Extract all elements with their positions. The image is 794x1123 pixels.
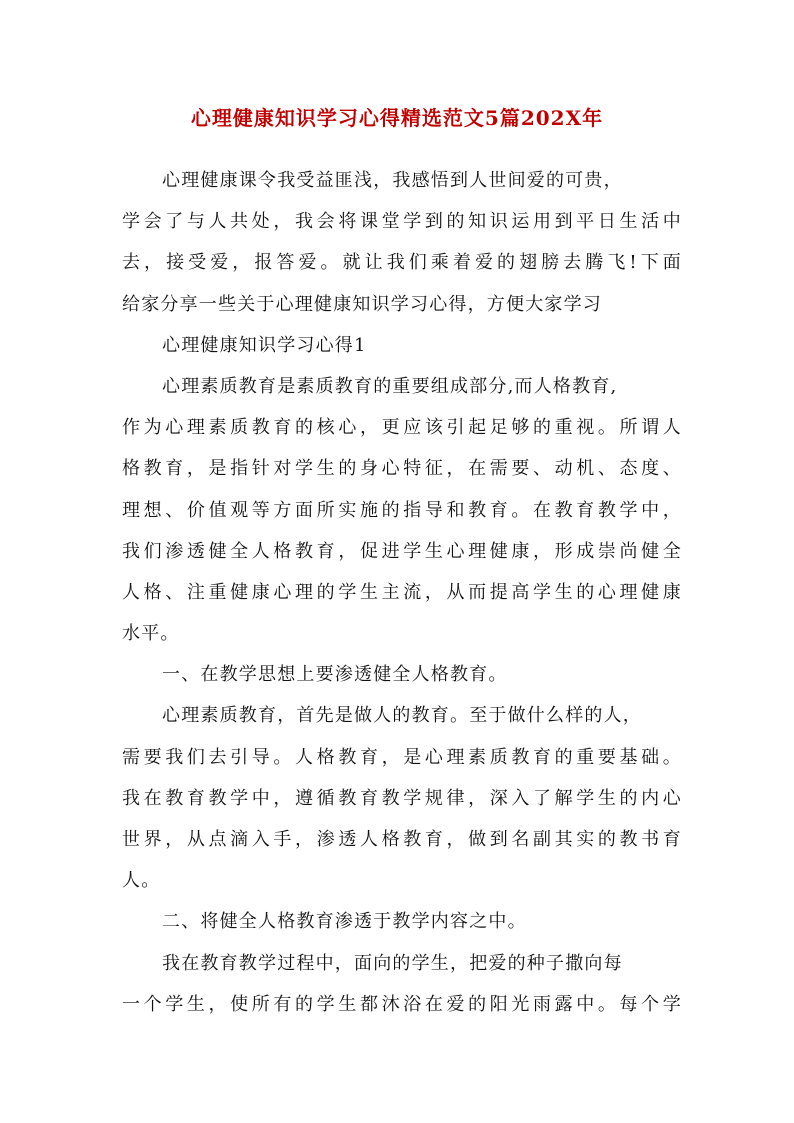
paragraph-line: 理想、价值观等方面所实施的指导和教育。在教育教学中， — [122, 499, 682, 521]
paragraph-line: 心理健康课令我受益匪浅，我感悟到人世间爱的可贵， — [162, 170, 623, 191]
paragraph-line: 作为心理素质教育的核心，更应该引起足够的重视。所谓人 — [122, 417, 682, 439]
section-heading: 二、将健全人格教育渗透于教学内容之中。 — [162, 911, 527, 933]
document-body — [122, 160, 682, 1025]
section-heading: 一、在教学思想上要渗透健全人格教育。 — [162, 664, 508, 686]
paragraph-line: 人。 — [122, 870, 161, 892]
paragraph-line: 需要我们去引导。人格教育，是心理素质教育的重要基础。 — [122, 746, 682, 768]
paragraph-line: 一个学生，使所有的学生都沐浴在爱的阳光雨露中。每个学 — [122, 993, 682, 1015]
paragraph-line: 给家分享一些关于心理健康知识学习心得，方便大家学习 — [122, 293, 602, 315]
paragraph-line: 我在教育教学中，遵循教育教学规律，深入了解学生的内心 — [122, 787, 682, 809]
section-heading: 心理健康知识学习心得1 — [162, 334, 367, 356]
paragraph-line: 人格、注重健康心理的学生主流，从而提高学生的心理健康 — [122, 581, 682, 603]
paragraph-line: 水平。 — [122, 623, 180, 645]
paragraph-line: 去，接受爱，报答爱。就让我们乘着爱的翅膀去腾飞!下面 — [122, 252, 682, 274]
paragraph-line: 心理素质教育，首先是做人的教育。至于做什么样的人， — [162, 705, 642, 727]
paragraph-line: 世界，从点滴入手，渗透人格教育，做到名副其实的教书育 — [122, 829, 682, 850]
paragraph-line: 学会了与人共处，我会将课堂学到的知识运用到平日生活中 — [122, 211, 682, 233]
paragraph-line: 我们渗透健全人格教育，促进学生心理健康，形成崇尚健全 — [122, 540, 682, 562]
paragraph-line: 我在教育教学过程中，面向的学生，把爱的种子撒向每 — [162, 952, 623, 974]
paragraph-line: 格教育，是指针对学生的身心特征，在需要、动机、态度、 — [122, 458, 682, 480]
document-title: 心理健康知识学习心得精选范文5篇202X年 — [190, 106, 604, 130]
paragraph-line: 心理素质教育是素质教育的重要组成部分,而人格教育, — [162, 375, 618, 397]
